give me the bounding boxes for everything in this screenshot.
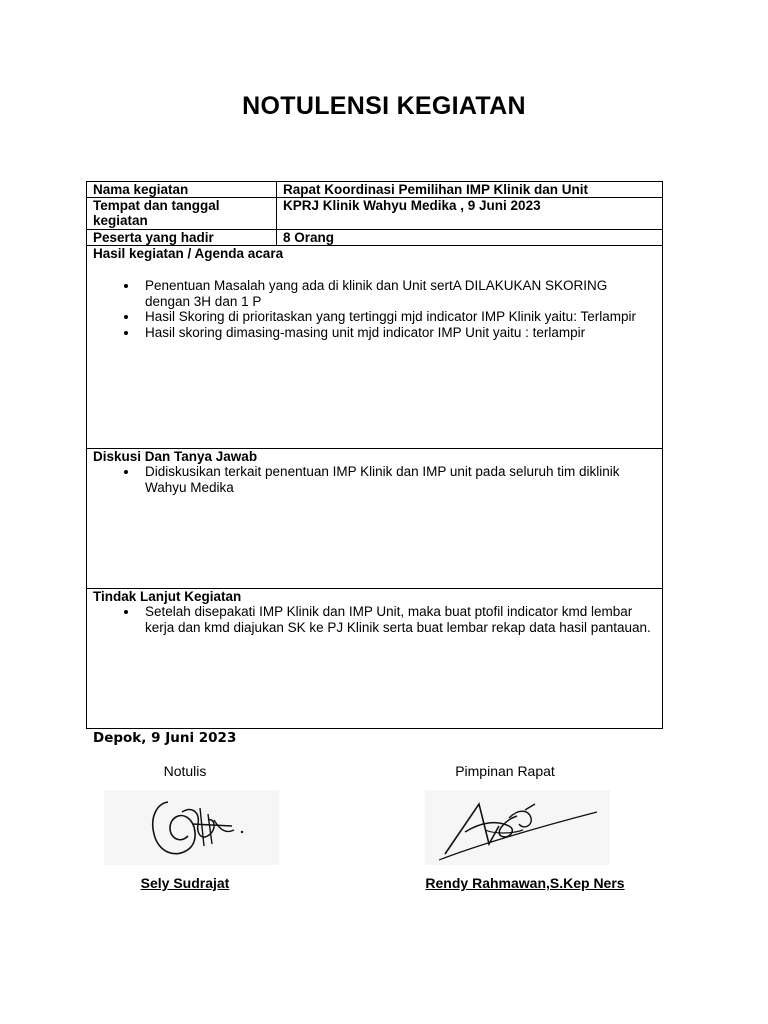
list-item: • Penentuan Masalah yang ada di klinik dan Unit sertA DILAKUKAN SKORING dengan 3H dan 1 P bbox=[139, 278, 656, 309]
pimpinan-role: Pimpinan Rapat bbox=[455, 763, 555, 779]
notulis-role: Notulis bbox=[163, 763, 207, 779]
tindak-lanjut-list bbox=[93, 604, 656, 635]
pimpinan-signature bbox=[425, 790, 610, 865]
page-title: NOTULENSI KEGIATAN bbox=[242, 92, 526, 120]
diskusi-list bbox=[93, 464, 656, 495]
minutes-table bbox=[86, 181, 663, 729]
list-item: • Hasil skoring dimasing-masing unit mjd indicator IMP Unit yaitu : terlampir bbox=[139, 325, 656, 341]
section-heading-hasil: Hasil kegiatan / Agenda acara bbox=[93, 246, 284, 261]
list-item: • Hasil Skoring di prioritaskan yang tertinggi mjd indicator IMP Klinik yaitu: Terlampir bbox=[139, 309, 656, 325]
section-hasil-kegiatan bbox=[87, 246, 663, 449]
row-value-tempat-tanggal: KPRJ Klinik Wahyu Medika , 9 Juni 2023 bbox=[277, 198, 663, 230]
row-label-peserta: Peserta yang hadir bbox=[87, 230, 277, 246]
table-row bbox=[87, 198, 663, 230]
section-tindak-lanjut bbox=[87, 589, 663, 729]
table-row bbox=[87, 182, 663, 198]
agenda-list bbox=[93, 278, 656, 340]
table-row bbox=[87, 230, 663, 246]
section-heading-tindak-lanjut: Tindak Lanjut Kegiatan bbox=[93, 589, 242, 604]
notulis-name: Sely Sudrajat bbox=[140, 875, 230, 891]
signature-place-date: Depok, 9 Juni 2023 bbox=[93, 730, 237, 746]
row-value-nama-kegiatan: Rapat Koordinasi Pemilihan IMP Klinik dan Unit bbox=[277, 182, 663, 198]
section-heading-diskusi: Diskusi Dan Tanya Jawab bbox=[93, 449, 258, 464]
section-diskusi bbox=[87, 449, 663, 589]
row-label-nama-kegiatan: Nama kegiatan bbox=[87, 182, 277, 198]
list-item: • Didiskusikan terkait penentuan IMP Klinik dan IMP unit pada seluruh tim diklinik Wahyu Medika bbox=[139, 464, 656, 495]
row-label-tempat-tanggal: Tempat dan tanggal kegiatan bbox=[87, 198, 277, 230]
notulis-signature bbox=[104, 790, 279, 865]
row-value-peserta: 8 Orang bbox=[277, 230, 663, 246]
pimpinan-name: Rendy Rahmawan,S.Kep Ners bbox=[425, 875, 625, 891]
list-item: • Setelah disepakati IMP Klinik dan IMP Unit, maka buat ptofil indicator kmd lembar kerja dan kmd diajukan SK ke PJ Klinik serta buat lembar rekap data hasil pantauan. bbox=[139, 604, 656, 635]
